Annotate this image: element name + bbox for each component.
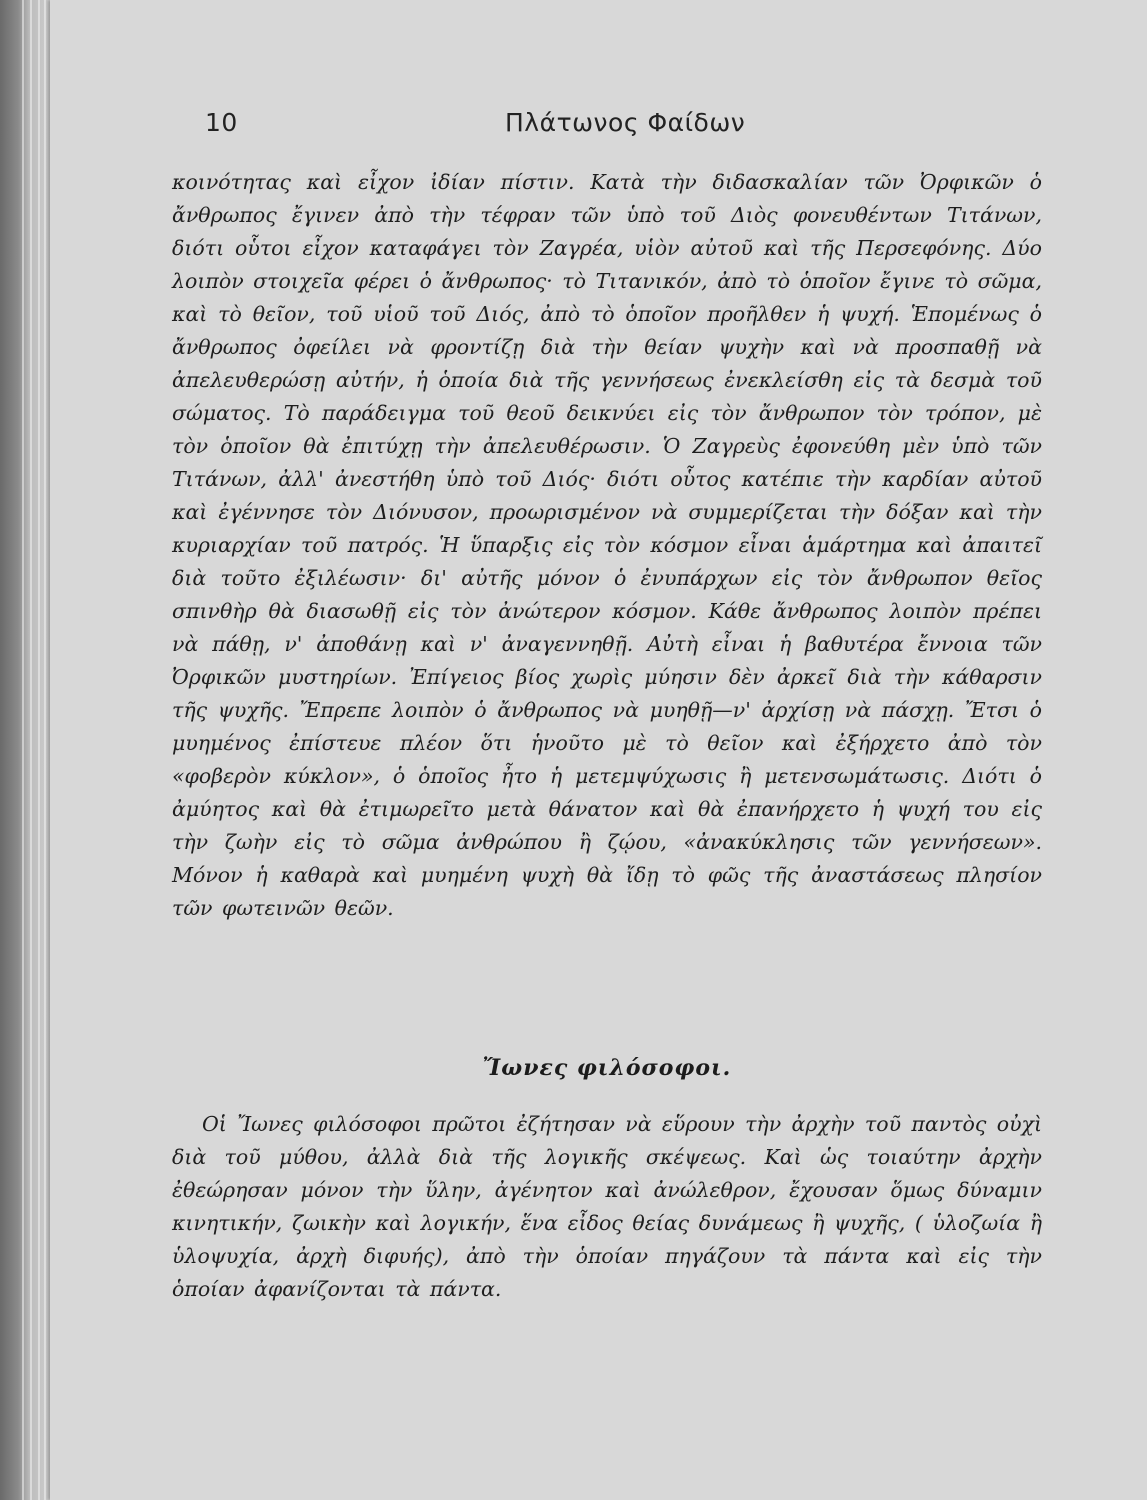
page-number: 10: [205, 108, 238, 137]
paragraph: κοινότητας καὶ εἶχον ἰδίαν πίστιν. Κατὰ τὴν διδασκαλίαν τῶν Ὀρφικῶν ὁ ἄνθρωπος ἔγινεν ἀπὸ τὴν τέφραν τῶν ὑπὸ τοῦ Διὸς φονευθέντων Τιτάνων, διότι οὗτοι εἶχον καταφάγει τὸν Ζαγρέα, υἱὸν αὐτοῦ καὶ τῆς Περσεφόνης. Δύο λοιπὸν στοιχεῖα φέρει ὁ ἄνθρωπος· τὸ Τιτανικόν, ἀπὸ τὸ ὁποῖον ἔγινε τὸ σῶμα, καὶ τὸ θεῖον, τοῦ υἱοῦ τοῦ Διός, ἀπὸ τὸ ὁποῖον προῆλθεν ἡ ψυχή. Ἑπομένως ὁ ἄνθρωπος ὀφείλει νὰ φροντίζῃ διὰ τὴν θείαν ψυχὴν καὶ νὰ προσπαθῇ νὰ ἀπελευθερώσῃ αὐτήν, ἡ ὁποία διὰ τῆς γεννήσεως ἐνεκλείσθη εἰς τὰ δεσμὰ τοῦ σώματος. Τὸ παράδειγμα τοῦ θεοῦ δεικνύει εἰς τὸν ἄνθρωπον τὸν τρόπον, μὲ τὸν ὁποῖον θὰ ἐπιτύχῃ τὴν ἀπελευθέρωσιν. Ὁ Ζαγρεὺς ἐφονεύθη μὲν ὑπὸ τῶν Τιτάνων, ἀλλ' ἀνεστήθη ὑπὸ τοῦ Διός· διότι οὗτος κατέπιε τὴν καρδίαν αὐτοῦ καὶ ἐγέννησε τὸν Διόνυσον, προωρισμένον νὰ συμμερίζεται τὴν δόξαν καὶ τὴν κυριαρχίαν τοῦ πατρός. Ἡ ὕπαρξις εἰς τὸν κόσμον εἶναι ἁμάρτημα καὶ ἀπαιτεῖ διὰ τοῦτο ἐξιλέωσιν· δι' αὐτῆς μόνον ὁ ἐνυπάρχων εἰς τὸν ἄνθρωπον θεῖος σπινθὴρ θὰ διασωθῇ εἰς τὸν ἀνώτερον κόσμον. Κάθε ἄνθρωπος λοιπὸν πρέπει νὰ πάθῃ, ν' ἀποθάνῃ καὶ ν' ἀναγεννηθῇ. Αὐτὴ εἶναι ἡ βαθυτέρα ἔννοια τῶν Ὀρφικῶν μυστηρίων. Ἐπίγειος βίος χωρὶς μύησιν δὲν ἀρκεῖ διὰ τὴν κάθαρσιν τῆς ψυχῆς. Ἔπρεπε λοιπὸν ὁ ἄνθρωπος νὰ μυηθῇ—ν' ἀρχίσῃ νὰ πάσχῃ. Ἔτσι ὁ μυημένος ἐπίστευε πλέον ὅτι ἡνοῦτο μὲ τὸ θεῖον καὶ ἐξήρχετο ἀπὸ τὸν «φοβερὸν κύκλον», ὁ ὁποῖος ἦτο ἡ μετεμψύχωσις ἢ μετενσωμάτωσις. Διότι ὁ ἀμύητος καὶ θὰ ἐτιμωρεῖτο μετὰ θάνατον καὶ θὰ ἐπανήρχετο ἡ ψυχή του εἰς τὴν ζωὴν εἰς τὸ σῶμα ἀνθρώπου ἢ ζῴου, «ἀνακύκλησις τῶν γεννήσεων». Μόνον ἡ καθαρὰ καὶ μυημένη ψυχὴ θὰ ἴδῃ τὸ φῶς τῆς ἀναστάσεως πλησίον τῶν φωτεινῶν θεῶν.: [172, 170, 1042, 920]
main-text-block: [172, 166, 1042, 925]
page-stack-edge: [30, 0, 32, 1500]
running-title: Πλάτωνος Φαίδων: [505, 108, 746, 137]
section-heading: Ἴωνες φιλόσοφοι.: [482, 1055, 732, 1081]
section-text-block: [172, 1108, 1042, 1306]
page-stack-edge: [44, 0, 46, 1500]
paragraph: Οἱ Ἴωνες φιλόσοφοι πρῶτοι ἐζήτησαν νὰ εὕρουν τὴν ἀρχὴν τοῦ παντὸς οὐχὶ διὰ τοῦ μύθου, ἀλλὰ διὰ τῆς λογικῆς σκέψεως. Καὶ ὡς τοιαύτην ἀρχὴν ἐθεώρησαν μόνον τὴν ὕλην, ἀγένητον καὶ ἀνώλεθρον, ἔχουσαν ὅμως δύναμιν κινητικήν, ζωικὴν καὶ λογικήν, ἕνα εἶδος θείας δυνάμεως ἢ ψυχῆς, ( ὑλοζωία ἢ ὑλοψυχία, ἀρχὴ διφυής), ἀπὸ τὴν ὁποίαν πηγάζουν τὰ πάντα καὶ εἰς τὴν ὁποίαν ἀφανίζονται τὰ πάντα.: [172, 1112, 1042, 1301]
running-header: [205, 108, 785, 148]
page-stack-edge: [38, 0, 40, 1500]
page-stack-edge: [22, 0, 24, 1500]
